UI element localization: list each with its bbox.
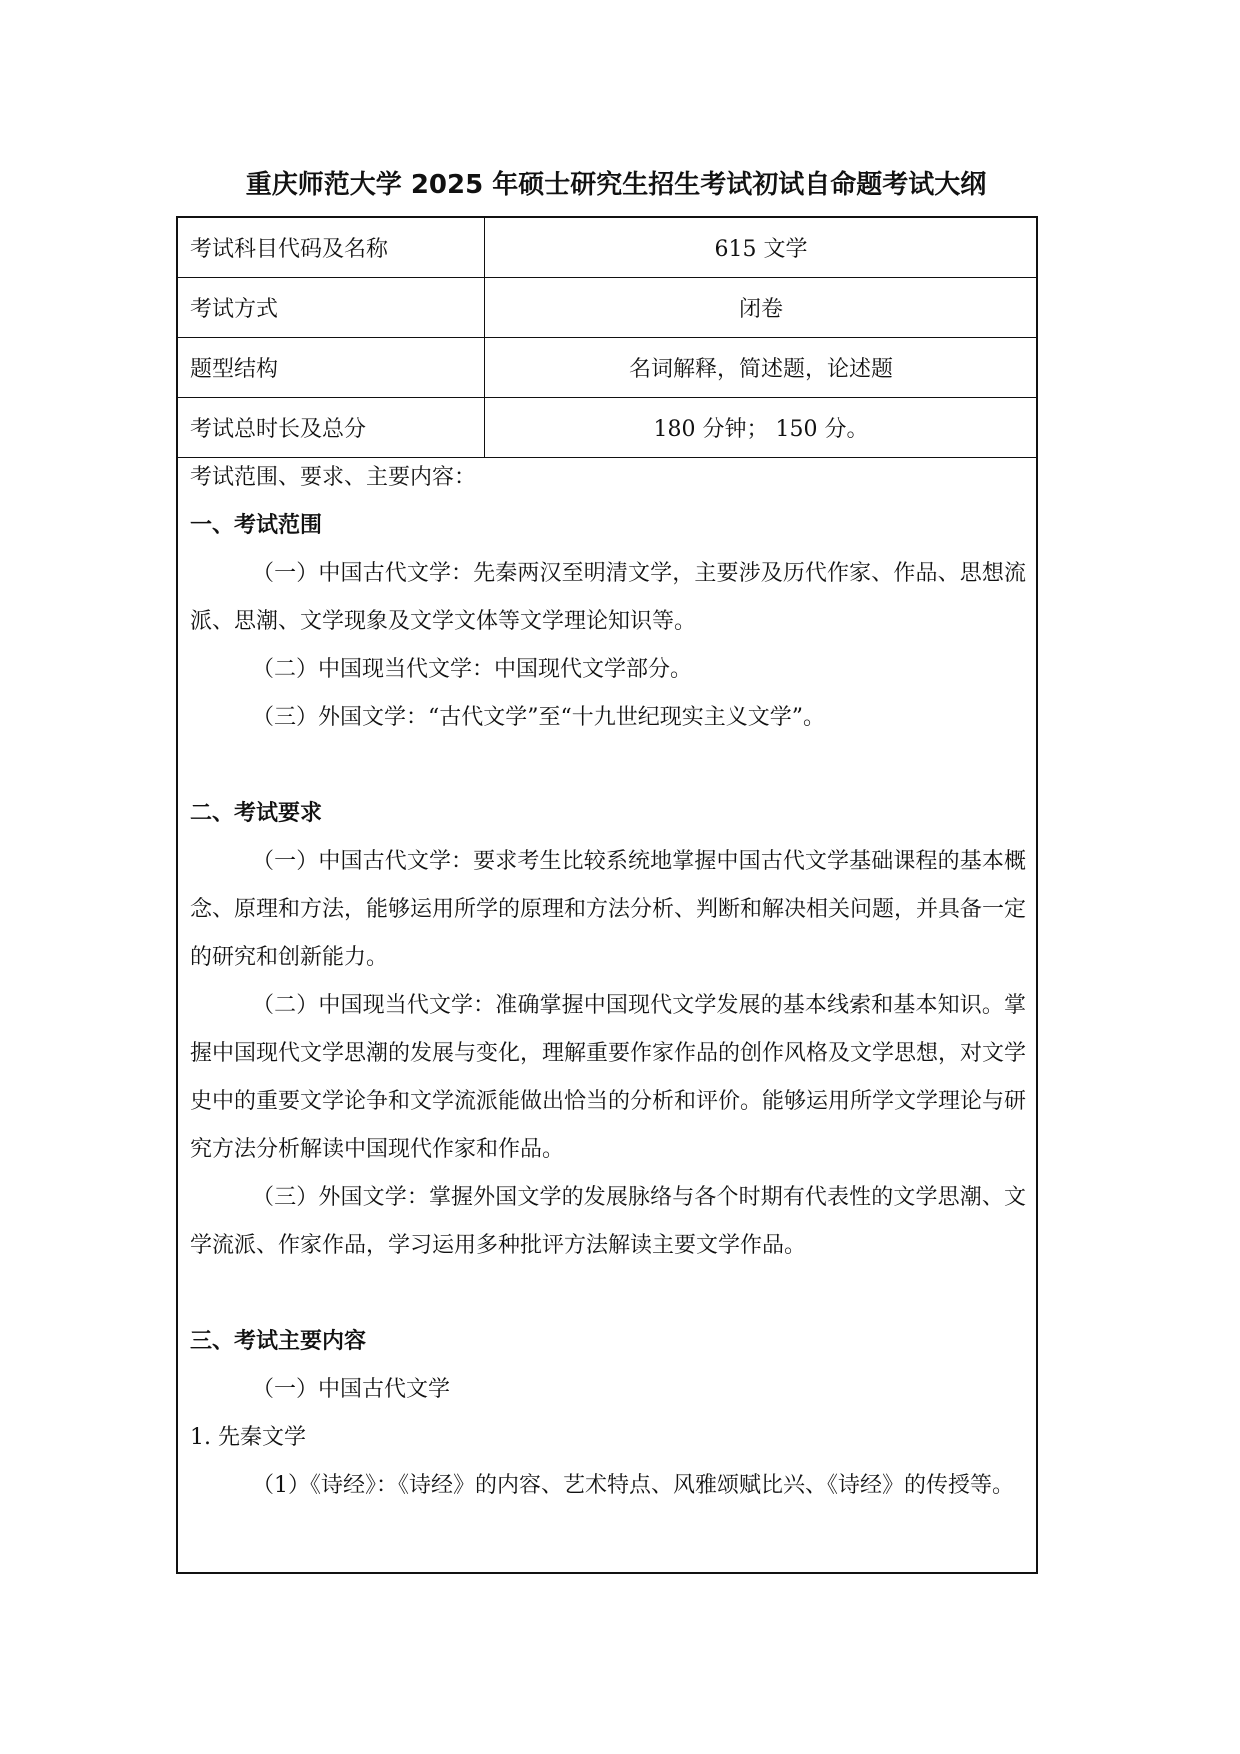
- info-label: 考试科目代码及名称: [190, 237, 389, 262]
- info-row-subject: [178, 218, 1036, 278]
- topic-title: 1. 先秦文学: [190, 1425, 306, 1450]
- info-value: 名词解释，简述题，论述题: [628, 357, 893, 382]
- info-label: 题型结构: [190, 357, 279, 382]
- content-intro: 考试范围、要求、主要内容：: [190, 465, 477, 490]
- section-heading: 三、考试主要内容: [190, 1329, 367, 1354]
- info-row-duration-score: [178, 398, 1036, 458]
- info-value: 闭卷: [738, 297, 783, 322]
- document-title: 重庆师范大学 2025 年硕士研究生招生考试初试自命题考试大纲: [245, 170, 987, 200]
- section-heading: 一、考试范围: [190, 513, 323, 538]
- paragraph: （二）中国现当代文学：准确掌握中国现代文学发展的基本线索和基本知识。掌握中国现代文学思潮的发展与变化，理解重要作家作品的创作风格及文学思想，对文学史中的重要文学论争和文学流派能做出恰当的分析和评价。能够运用所学文学理论与研究方法分析解读中国现代作家和作品。: [190, 993, 1027, 1162]
- info-label: 考试总时长及总分: [190, 417, 367, 442]
- paragraph: （一）中国古代文学：先秦两汉至明清文学，主要涉及历代作家、作品、思想流派、思潮、文学现象及文学文体等文学理论知识等。: [190, 561, 1026, 634]
- paragraph: （三）外国文学：“古代文学”至“十九世纪现实主义文学”。: [252, 705, 825, 730]
- syllabus-content: [190, 454, 1026, 1510]
- info-row-exam-mode: [178, 278, 1036, 338]
- paragraph: （三）外国文学：掌握外国文学的发展脉络与各个时期有代表性的文学思潮、文学流派、作家作品，学习运用多种批评方法解读主要文学作品。: [190, 1185, 1026, 1258]
- info-value: 180 分钟； 150 分。: [653, 417, 869, 442]
- paragraph: （一）中国古代文学：要求考生比较系统地掌握中国古代文学基础课程的基本概念、原理和方法，能够运用所学的原理和方法分析、判断和解决相关问题，并具备一定的研究和创新能力。: [190, 849, 1027, 970]
- paragraph: （1）《诗经》：《诗经》的内容、艺术特点、风雅颂赋比兴、《诗经》的传授等。: [252, 1473, 1014, 1498]
- section-heading: 二、考试要求: [190, 801, 323, 826]
- info-label: 考试方式: [190, 297, 279, 322]
- subsection-title: （一）中国古代文学: [252, 1377, 451, 1402]
- info-row-question-types: [178, 338, 1036, 398]
- paragraph: （二）中国现当代文学：中国现代文学部分。: [252, 657, 693, 682]
- info-value: 615 文学: [714, 237, 808, 262]
- syllabus-table: [176, 216, 1038, 1574]
